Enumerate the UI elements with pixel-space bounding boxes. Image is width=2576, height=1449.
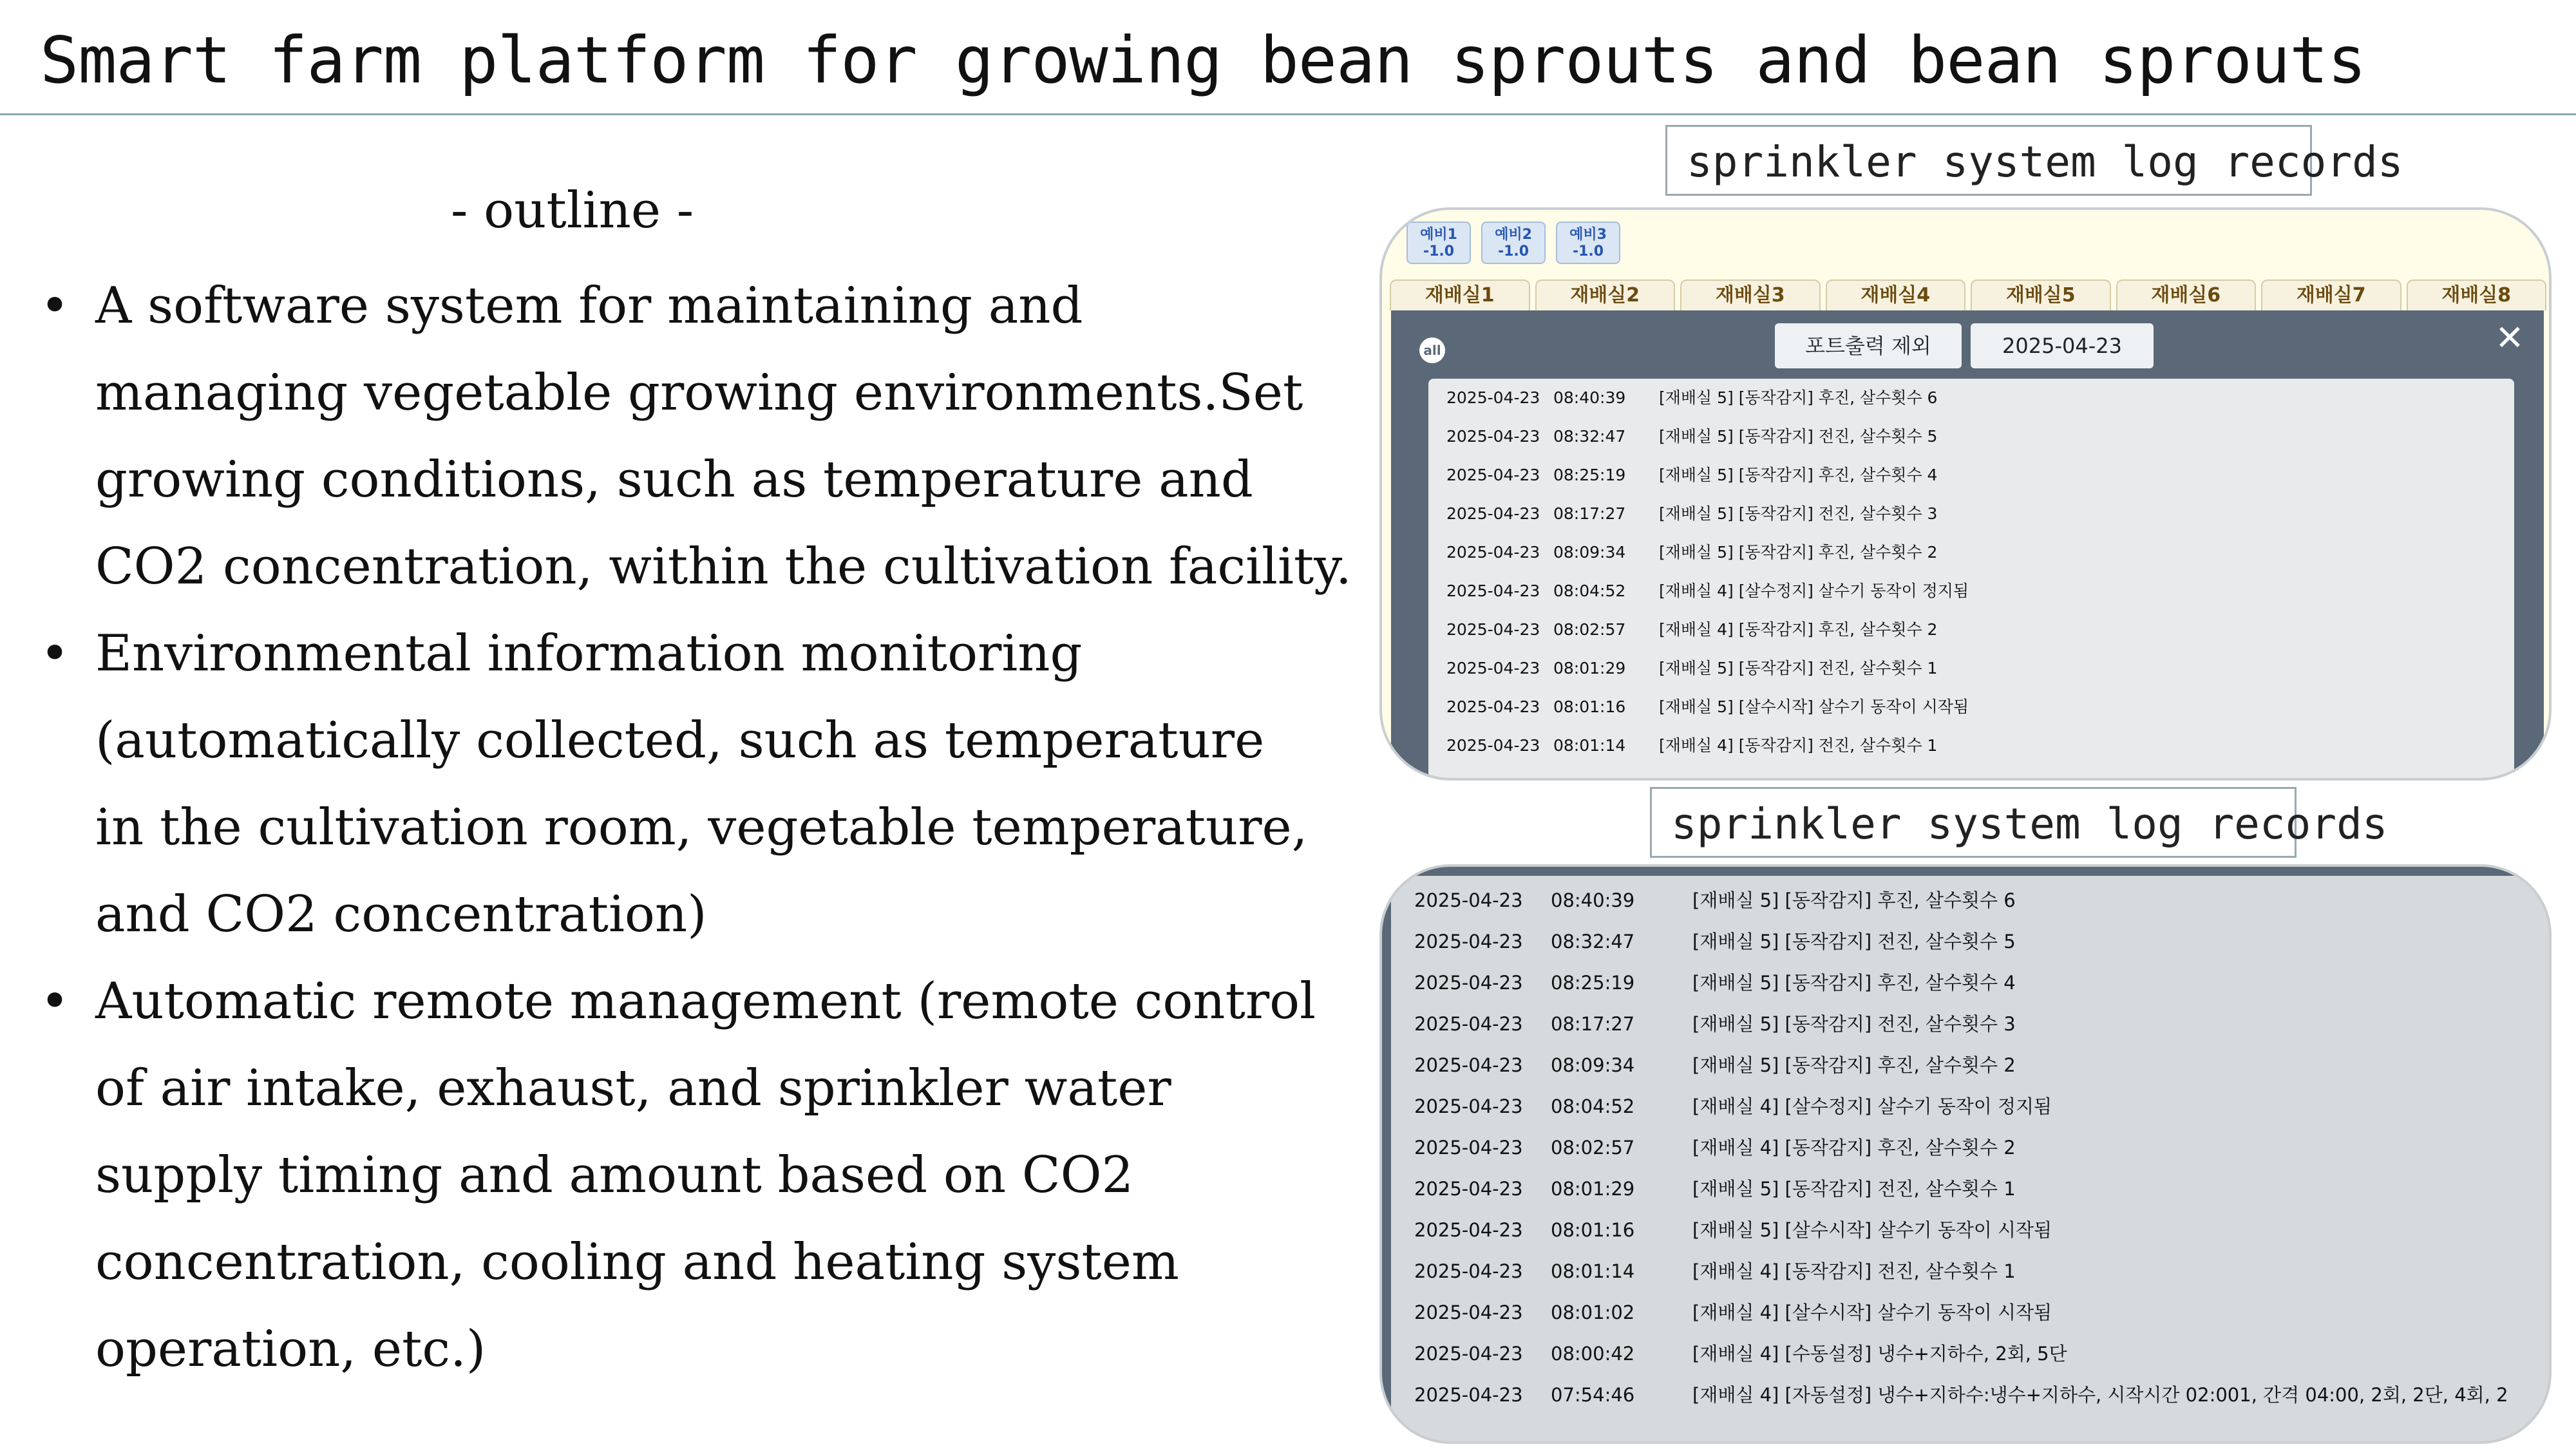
log-date: 2025-04-23 bbox=[1414, 1302, 1523, 1323]
log-message: [재배실 4] [살수시작] 살수기 동작이 시작됨 bbox=[1692, 1302, 2052, 1323]
log-message: [재배실 5] [동작감지] 전진, 살수횟수 1 bbox=[1692, 1178, 2016, 1200]
bullet-dot: • bbox=[40, 277, 70, 335]
log-time: 08:04:52 bbox=[1551, 1095, 1635, 1117]
log-message: [재배실 5] [동작감지] 전진, 살수횟수 1 bbox=[1659, 659, 1938, 677]
cultivation-room-tabs bbox=[1390, 279, 2546, 310]
log-message: [재배실 5] [동작감지] 후진, 살수횟수 2 bbox=[1659, 543, 1938, 562]
log-time: 08:25:19 bbox=[1553, 466, 1626, 484]
log-time: 08:01:02 bbox=[1551, 1302, 1635, 1323]
log-date: 2025-04-23 bbox=[1414, 1343, 1523, 1365]
spare-chip-value: -1.0 bbox=[1497, 243, 1530, 260]
tab-room-3[interactable]: 재배실3 bbox=[1680, 279, 1821, 310]
log-time: 08:40:39 bbox=[1553, 388, 1626, 407]
log-time: 08:02:57 bbox=[1553, 620, 1626, 639]
slide-title: Smart farm platform for growing bean sprouts and bean sprouts bbox=[40, 23, 2366, 98]
spare-chip-value: -1.0 bbox=[1423, 243, 1455, 260]
log-message: [재배실 4] [동작감지] 후진, 살수횟수 2 bbox=[1692, 1137, 2016, 1159]
tab-room-2[interactable]: 재배실2 bbox=[1535, 279, 1676, 310]
log-time: 08:01:14 bbox=[1553, 736, 1626, 755]
outline-list bbox=[40, 263, 1379, 1393]
log-date: 2025-04-23 bbox=[1414, 1054, 1523, 1076]
bullet-dot: • bbox=[40, 972, 70, 1030]
log-date: 2025-04-23 bbox=[1446, 582, 1540, 600]
outline-bullet bbox=[40, 958, 1379, 1393]
bullet-text: Environmental information monitoring (automatically collected, such as temperature in the cultivation room, vegetable temperature, and CO2 concentration) bbox=[95, 625, 1308, 943]
log-message: [재배실 4] [동작감지] 전진, 살수횟수 1 bbox=[1659, 736, 1938, 755]
spare-chip-name: 예비3 bbox=[1569, 227, 1607, 243]
log-time: 08:40:39 bbox=[1551, 889, 1635, 911]
date-field[interactable]: 2025-04-23 bbox=[1971, 323, 2154, 368]
spare-chip-name: 예비2 bbox=[1495, 227, 1532, 243]
log-message: [재배실 4] [동작감지] 후진, 살수횟수 2 bbox=[1659, 620, 1938, 639]
log-date: 2025-04-23 bbox=[1446, 504, 1540, 523]
log-message: [재배실 5] [동작감지] 후진, 살수횟수 4 bbox=[1659, 466, 1938, 484]
log-message: [재배실 4] [자동설정] 냉수+지하수:냉수+지하수, 시작시간 02:001, 간격 04:00, 2회, 2단, 4회, 2 bbox=[1692, 1384, 2508, 1406]
exclude-port-output-button[interactable]: 포트출력 제외 bbox=[1775, 323, 1962, 368]
log-time: 08:01:14 bbox=[1551, 1260, 1635, 1282]
log-time: 08:01:16 bbox=[1551, 1219, 1635, 1241]
log-date: 2025-04-23 bbox=[1446, 659, 1540, 677]
log-time: 08:32:47 bbox=[1553, 427, 1626, 446]
screenshot-caption-1: sprinkler system log records bbox=[1665, 125, 2312, 196]
log-date: 2025-04-23 bbox=[1446, 697, 1540, 716]
screenshot-caption-2: sprinkler system log records bbox=[1650, 787, 2297, 858]
log-panel-left-bar bbox=[1382, 867, 1391, 1444]
spare-sensor-chip[interactable] bbox=[1481, 222, 1546, 264]
log-message: [재배실 5] [동작감지] 전진, 살수횟수 5 bbox=[1692, 931, 2016, 952]
all-filter-button[interactable]: all bbox=[1419, 337, 1445, 363]
log-date: 2025-04-23 bbox=[1414, 889, 1523, 911]
log-message: [재배실 4] [살수정지] 살수기 동작이 정지됨 bbox=[1659, 582, 1969, 600]
log-date: 2025-04-23 bbox=[1414, 1384, 1523, 1406]
log-date: 2025-04-23 bbox=[1414, 972, 1523, 994]
log-message: [재배실 5] [살수시작] 살수기 동작이 시작됨 bbox=[1692, 1219, 2052, 1241]
bullet-text: A software system for maintaining and managing vegetable growing environments.Set growing conditions, such as temperature and CO2 concentration, within the cultivation facility. bbox=[95, 277, 1352, 596]
log-date: 2025-04-23 bbox=[1414, 1013, 1523, 1035]
bullet-dot: • bbox=[40, 625, 70, 683]
outline-bullet bbox=[40, 263, 1379, 611]
log-time: 08:32:47 bbox=[1551, 931, 1635, 952]
log-time: 08:25:19 bbox=[1551, 972, 1635, 994]
log-time: 08:09:34 bbox=[1553, 543, 1626, 562]
outline-bullet bbox=[40, 611, 1379, 958]
log-date: 2025-04-23 bbox=[1414, 931, 1523, 952]
spare-sensor-chip[interactable] bbox=[1556, 222, 1620, 264]
log-time: 08:01:29 bbox=[1551, 1178, 1635, 1200]
sprinkler-log-screenshot-1 bbox=[1379, 207, 2552, 781]
tab-room-5[interactable]: 재배실5 bbox=[1971, 279, 2111, 310]
tab-room-4[interactable]: 재배실4 bbox=[1826, 279, 1966, 310]
bullet-text: Automatic remote management (remote control of air intake, exhaust, and sprinkler water supply timing and amount based on CO2 concentration, cooling and heating system operation, etc.) bbox=[95, 972, 1316, 1378]
log-date: 2025-04-23 bbox=[1446, 427, 1540, 446]
log-time: 08:02:57 bbox=[1551, 1137, 1635, 1159]
tab-room-7[interactable]: 재배실7 bbox=[2261, 279, 2401, 310]
log-date: 2025-04-23 bbox=[1414, 1137, 1523, 1159]
log-date: 2025-04-23 bbox=[1446, 620, 1540, 639]
log-time: 08:09:34 bbox=[1551, 1054, 1635, 1076]
log-time: 07:54:46 bbox=[1551, 1384, 1635, 1406]
log-message: [재배실 5] [동작감지] 후진, 살수횟수 6 bbox=[1659, 388, 1938, 407]
log-date: 2025-04-23 bbox=[1446, 388, 1540, 407]
spare-chip-name: 예비1 bbox=[1420, 227, 1457, 243]
title-divider bbox=[0, 113, 2576, 115]
spare-chip-value: -1.0 bbox=[1572, 243, 1604, 260]
log-time: 08:01:29 bbox=[1553, 659, 1626, 677]
tab-room-6[interactable]: 재배실6 bbox=[2116, 279, 2257, 310]
log-panel-top-bar bbox=[1382, 867, 2552, 876]
log-message: [재배실 4] [동작감지] 전진, 살수횟수 1 bbox=[1692, 1260, 2016, 1282]
outline-heading: - outline - bbox=[451, 182, 694, 240]
log-date: 2025-04-23 bbox=[1414, 1178, 1523, 1200]
spare-sensor-chip[interactable] bbox=[1406, 222, 1471, 264]
log-list bbox=[1428, 379, 2514, 781]
tab-room-1[interactable]: 재배실1 bbox=[1390, 279, 1530, 310]
log-message: [재배실 4] [수동설정] 냉수+지하수, 2회, 5단 bbox=[1692, 1343, 2067, 1365]
log-date: 2025-04-23 bbox=[1446, 736, 1540, 755]
log-date: 2025-04-23 bbox=[1414, 1219, 1523, 1241]
log-message: [재배실 5] [동작감지] 전진, 살수횟수 5 bbox=[1659, 427, 1938, 446]
log-message: [재배실 5] [동작감지] 전진, 살수횟수 3 bbox=[1659, 504, 1938, 523]
log-date: 2025-04-23 bbox=[1446, 543, 1540, 562]
log-message: [재배실 5] [동작감지] 후진, 살수횟수 6 bbox=[1692, 889, 2016, 911]
log-message: [재배실 5] [동작감지] 후진, 살수횟수 2 bbox=[1692, 1054, 2016, 1076]
log-message: [재배실 5] [동작감지] 전진, 살수횟수 3 bbox=[1692, 1013, 2016, 1035]
log-date: 2025-04-23 bbox=[1414, 1095, 1523, 1117]
log-list bbox=[1414, 880, 2552, 1440]
log-date: 2025-04-23 bbox=[1446, 466, 1540, 484]
log-time: 08:04:52 bbox=[1553, 582, 1626, 600]
log-modal bbox=[1391, 310, 2544, 781]
sprinkler-log-screenshot-2 bbox=[1379, 864, 2552, 1444]
close-icon[interactable]: ✕ bbox=[2495, 317, 2524, 358]
tab-room-8[interactable]: 재배실8 bbox=[2407, 279, 2547, 310]
log-message: [재배실 4] [살수정지] 살수기 동작이 정지됨 bbox=[1692, 1095, 2052, 1117]
log-message: [재배실 5] [동작감지] 후진, 살수횟수 4 bbox=[1692, 972, 2016, 994]
log-message: [재배실 5] [살수시작] 살수기 동작이 시작됨 bbox=[1659, 697, 1969, 716]
log-time: 08:17:27 bbox=[1551, 1013, 1635, 1035]
log-time: 08:17:27 bbox=[1553, 504, 1626, 523]
spare-sensor-row bbox=[1406, 222, 1620, 267]
log-time: 08:01:16 bbox=[1553, 697, 1626, 716]
log-date: 2025-04-23 bbox=[1414, 1260, 1523, 1282]
log-time: 08:00:42 bbox=[1551, 1343, 1635, 1365]
